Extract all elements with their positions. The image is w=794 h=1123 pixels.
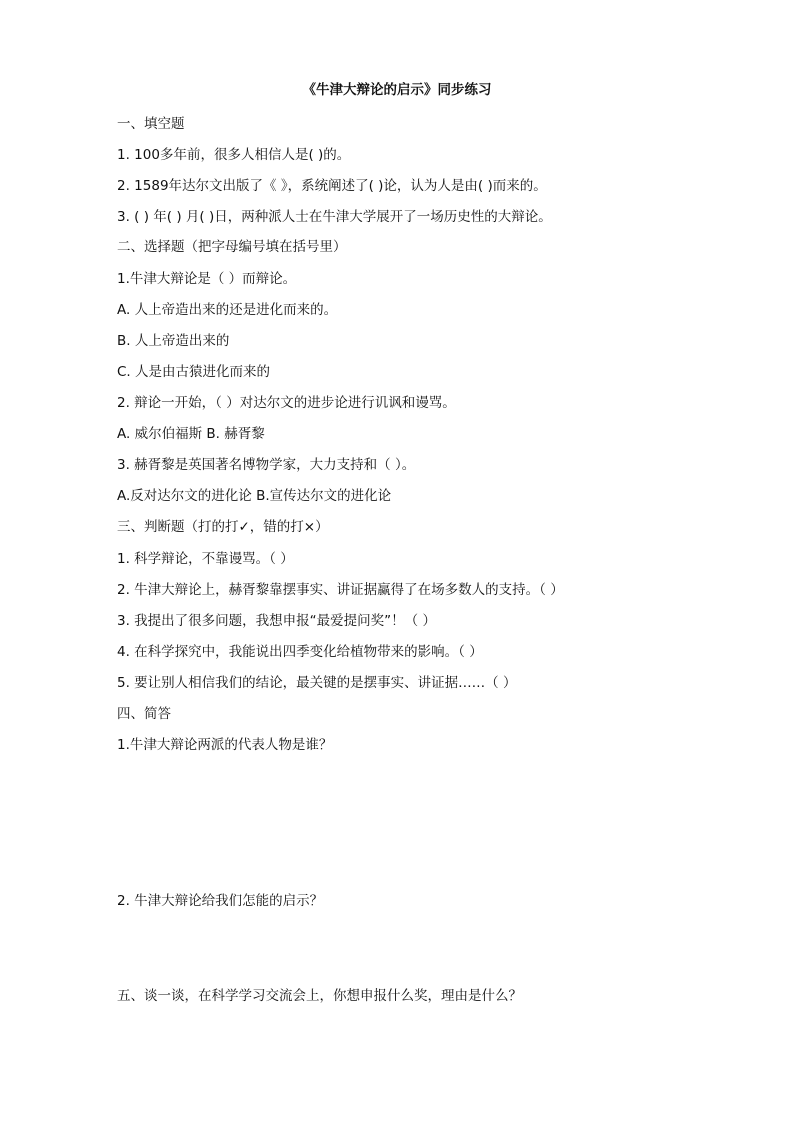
section-fill-heading: 一、填空题 — [117, 116, 185, 132]
fill-question-1: 1. 100多年前，很多人相信人是( )的。 — [117, 147, 351, 163]
choice-question-3: 3. 赫胥黎是英国著名博物学家，大力支持和（ ）。 — [117, 457, 416, 473]
fill-question-3: 3. ( ) 年( ) 月( )日，两种派人士在牛津大学展开了一场历史性的大辩论。 — [117, 209, 552, 225]
section-talk-heading: 五、谈一谈，在科学学习交流会上，你想申报什么奖，理由是什么？ — [117, 988, 522, 1004]
fill-question-2: 2. 1589年达尔文出版了《 》，系统阐述了( )论，认为人是由( )而来的。 — [117, 178, 547, 194]
section-judge-heading: 三、判断题（打的打✓，错的打×） — [117, 519, 329, 535]
choice-q1-option-b: B. 人上帝造出来的 — [117, 333, 230, 349]
short-question-2: 2. 牛津大辩论给我们怎能的启示？ — [117, 893, 324, 909]
choice-q1-option-a: A. 人上帝造出来的还是进化而来的。 — [117, 302, 338, 318]
judge-question-4: 4. 在科学探究中，我能说出四季变化给植物带来的影响。（ ） — [117, 644, 483, 660]
choice-q1-option-c: C. 人是由古猿进化而来的 — [117, 364, 271, 380]
choice-q2-options: A. 威尔伯福斯 B. 赫胥黎 — [117, 426, 265, 442]
choice-question-2: 2. 辩论一开始，（ ）对达尔文的进步论进行讥讽和谩骂。 — [117, 395, 456, 411]
judge-question-5: 5. 要让别人相信我们的结论，最关键的是摆事实、讲证据……（ ） — [117, 675, 517, 691]
choice-question-1: 1.牛津大辩论是（ ）而辩论。 — [117, 271, 297, 287]
choice-q3-options: A.反对达尔文的进化论 B.宣传达尔文的进化论 — [117, 488, 392, 504]
section-choice-heading: 二、选择题（把字母编号填在括号里） — [117, 239, 347, 255]
judge-question-2: 2. 牛津大辩论上，赫胥黎靠摆事实、讲证据赢得了在场多数人的支持。（ ） — [117, 582, 564, 598]
judge-question-3: 3. 我提出了很多问题，我想申报“最爱提问奖”！（ ） — [117, 613, 436, 629]
judge-question-1: 1. 科学辩论，不靠谩骂。（ ） — [117, 551, 294, 567]
section-short-heading: 四、简答 — [117, 706, 171, 722]
short-question-1: 1.牛津大辩论两派的代表人物是谁？ — [117, 737, 333, 753]
worksheet-title: 《牛津大辩论的启示》同步练习 — [302, 82, 492, 98]
